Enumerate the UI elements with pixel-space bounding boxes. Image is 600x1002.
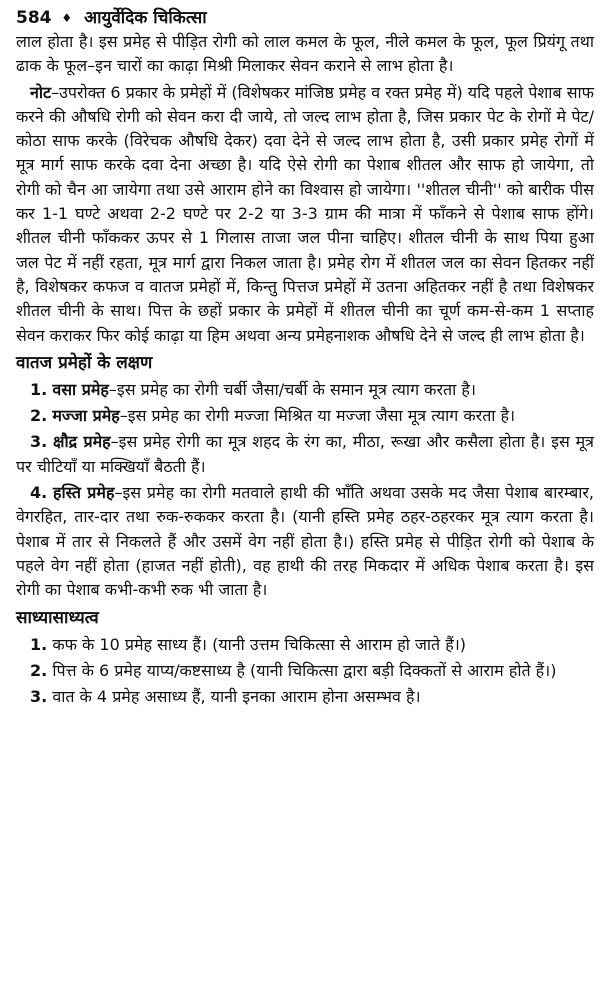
item-text: –इस प्रमेह का रोगी मज्जा मिश्रित या मज्जा जैसा मूत्र त्याग करता है। — [119, 406, 516, 426]
running-title: आयुर्वेदिक चिकित्सा — [84, 8, 207, 28]
item-text: –इस प्रमेह का रोगी चर्बी जैसा/चर्बी के समान मूत्र त्याग करता है। — [108, 379, 476, 399]
item-number: 3. — [30, 432, 48, 452]
item-text: कफ के 10 प्रमेह साध्य हैं। (यानी उत्तम चिकित्सा से आराम हो जाते हैं।) — [52, 634, 467, 654]
list-item — [16, 378, 594, 402]
item-number: 1. — [30, 634, 48, 654]
item-term: मज्जा प्रमेह — [52, 406, 120, 426]
list-item — [16, 404, 594, 428]
item-text: –इस प्रमेह रोगी का मूत्र शहद के रंग का, मीठा, रूखा और कसैला होता है। इस मूत्र पर चीटियाँ या मक्खियाँ बैठती हैं। — [16, 432, 594, 476]
note-paragraph — [16, 81, 594, 348]
section-heading-vataj: वातज प्रमेहों के लक्षण — [16, 352, 153, 373]
item-text: वात के 4 प्रमेह असाध्य हैं, यानी इनका आराम होना असम्भव है। — [52, 687, 421, 707]
list-item — [16, 430, 594, 479]
item-term: क्षौद्र प्रमेह — [53, 432, 111, 452]
item-text: –इस प्रमेह का रोगी मतवाले हाथी की भाँति अथवा उसके मद जैसा पेशाब बारम्बार, वेगरहित, तार-दार तथा रुक-रुककर करता है। (यानी हस्ति प्रमेह ठहर-ठहरकर मूत्र त्याग करता है। पेशाब में तार से निकलते हैं और उसमें वेग नहीं होता है।) हस्ति प्रमेह से पीड़ित रोगी को पेशाब के पहले वेग नहीं होता (हाजत नहीं होती), वह हाथी की तरह मिकदार में अधिक पेशाब करता है। इस रोगी का पेशाब कभी-कभी रुक भी जाता है। — [16, 483, 594, 600]
list-item — [16, 481, 594, 602]
note-label: नोट — [30, 82, 52, 102]
page-header — [16, 6, 594, 30]
item-text: पित्त के 6 प्रमेह याप्य/कष्टसाध्य है (यानी चिकित्सा द्वारा बड़ी दिक्कतों से आराम होते हैं।) — [52, 660, 557, 680]
list-item — [16, 659, 594, 683]
list-item — [16, 633, 594, 657]
item-term: हस्ति प्रमेह — [53, 483, 115, 503]
page-number: 584 — [16, 8, 52, 28]
section-heading-sadhya: साध्यासाध्यत्व — [16, 607, 99, 628]
item-number: 2. — [30, 406, 48, 426]
diamond-separator-icon: ♦ — [61, 11, 73, 25]
item-number: 3. — [30, 687, 48, 707]
intro-paragraph: लाल होता है। इस प्रमेह से पीड़ित रोगी को लाल कमल के फूल, नीले कमल के फूल, फूल प्रियंगू तथा ढाक के फूल–इन चारों का काढ़ा मिश्री मिलाकर सेवन कराने से लाभ होता है। — [16, 32, 594, 76]
item-term: वसा प्रमेह — [52, 379, 109, 399]
item-number: 2. — [30, 660, 48, 680]
list-item — [16, 685, 594, 709]
note-text: –उपरोक्त 6 प्रकार के प्रमेहों में (विशेषकर मांजिष्ठ प्रमेह व रक्त प्रमेह में) यदि पहले पेशाब साफ करने की औषधि रोगी को सेवन करा दी जाये, तो जल्द लाभ होता है, जिस प्रकार पेट के रोगों मे पेट/कोठा साफ करके (विरेचक औषधि देकर) दवा देने से जल्द लाभ होता है, उसी प्रकार प्रमेह रोगों में मूत्र मार्ग साफ करके दवा देना अच्छा है। यदि ऐसे रोगी का पेशाब शीतल और साफ हो जायेगा, तो रोगी को चैन आ जायेगा तथा उसे आराम होने का विश्वास हो जायेगा। ''शीतल चीनी'' को बारीक पीस कर 1-1 घण्टे अथवा 2-2 घण्टे पर 2-2 या 3-3 ग्राम की मात्रा में फाँकने से पेशाब साफ होंगे। शीतल चीनी फाँककर ऊपर से 1 गिलास ताजा जल पीना चाहिए। शीतल चीनी के साथ पिया हुआ जल पेट में नहीं रहता, मूत्र मार्ग द्वारा निकल जाता है। प्रमेह रोग में शीतल जल का सेवन हितकर नहीं है, विशेषकर कफज व वातज प्रमेहों में, किन्तु पित्तज प्रमेहों में उतना अहितकर नहीं है तथा विशेषकर शीतल चीनी के साथ। पित्त के छहों प्रकार के प्रमेहों में शीतल चीनी का चूर्ण कम-से-कम 1 सप्ताह सेवन कराकर फिर कोई काढ़ा या हिम अथवा अन्य प्रमेहनाशक औषधि देने से जल्द ही लाभ होता है। — [16, 82, 594, 345]
item-number: 4. — [30, 483, 48, 503]
item-number: 1. — [30, 379, 48, 399]
